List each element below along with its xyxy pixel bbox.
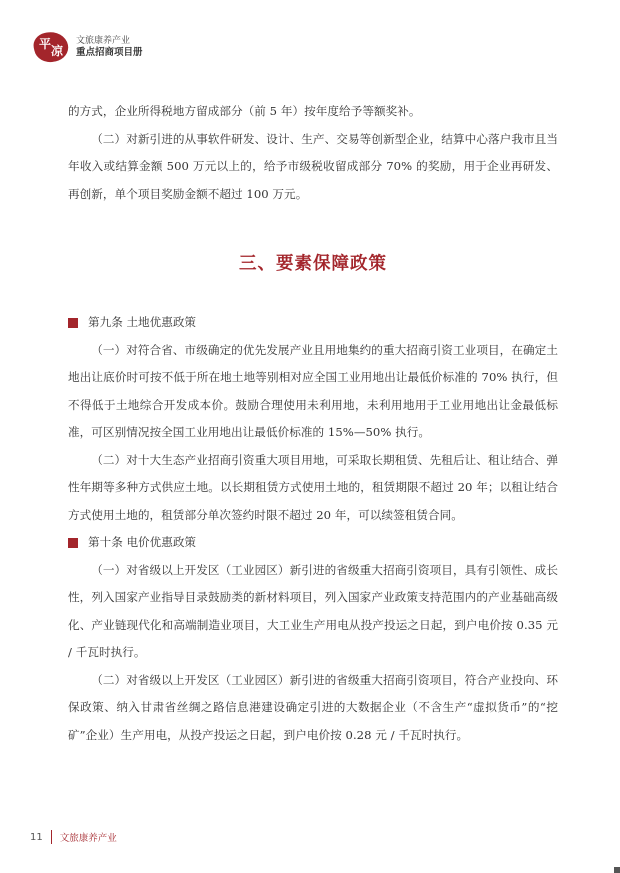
pingliang-logo (34, 30, 68, 64)
footer-label: 文旅康养产业 (59, 833, 117, 844)
article-9-item-1: （一）对符合省、市级确定的优先发展产业且用地集约的重大招商引资工业项目，在确定土地出让底价时可按不低于所在地土地等别相对应全国工业用地出让最低价标准的 70% 执行，但不得低于土地综合开发成本价。鼓励合理使用未利用地，未利用地用于工业用地出让金最低标准，可区别情况按全国工业用地出让最低价标准的 15%—50% 执行。 (68, 342, 558, 439)
page-number: 11 (30, 831, 43, 843)
paragraph-item-2: （二）对新引进的从事软件研发、设计、生产、交易等创新型企业，结算中心落户我市且当年收入或结算金额 500 万元以上的，给予市级税收留成部分 70% 的奖励，用于企业再研发、再创新，单个项目奖励金额不超过 100 万元。 (68, 131, 558, 201)
header-text (76, 35, 143, 59)
header-line-2: 重点招商项目册 (76, 47, 143, 58)
square-bullet-icon (68, 538, 78, 548)
page-corner-mark (614, 867, 620, 873)
article-9-title: 第九条 土地优惠政策 (88, 315, 197, 329)
paragraph-continuation: 的方式，企业所得税地方留成部分（前 5 年）按年度给予等额奖补。 (68, 104, 421, 118)
page-footer (30, 830, 117, 844)
page-header (34, 30, 143, 64)
page-content (68, 98, 558, 749)
footer-divider (51, 830, 52, 844)
article-9-item-2: （二）对十大生态产业招商引资重大项目用地，可采取长期租赁、先租后让、租让结合、弹性年期等多种方式供应土地。以长期租赁方式使用土地的，租赁期限不超过 20 年；以租让结合方式使用土地的，租赁部分单次签约时限不超过 20 年，可以续签租赁合同。 (68, 452, 558, 522)
article-9-heading (38, 309, 558, 337)
section-title: 三、要素保障政策 (239, 254, 387, 274)
logo-char-2: 凉 (51, 44, 64, 58)
article-10-item-2: （二）对省级以上开发区（工业园区）新引进的省级重大招商引资项目，符合产业投向、环保政策、纳入甘肃省丝绸之路信息港建设确定引进的大数据企业（不含生产“虚拟货币”的“挖矿”企业）生产用电，从投产投运之日起，到户电价按 0.28 元 / 千瓦时执行。 (68, 672, 558, 742)
logo-char-1: 平 (39, 37, 52, 51)
square-bullet-icon (68, 318, 78, 328)
header-line-1: 文旅康养产业 (76, 36, 131, 46)
article-10-item-1: （一）对省级以上开发区（工业园区）新引进的省级重大招商引资项目，具有引领性、成长性，列入国家产业指导目录鼓励类的新材料项目，列入国家产业政策支持范围内的产业基础高级化、产业链现代化和高端制造业项目，大工业生产用电从投产投运之日起，到户电价按 0.35 元 / 千瓦时执行。 (68, 562, 558, 659)
article-10-title: 第十条 电价优惠政策 (88, 535, 197, 549)
article-10-heading (38, 529, 558, 557)
